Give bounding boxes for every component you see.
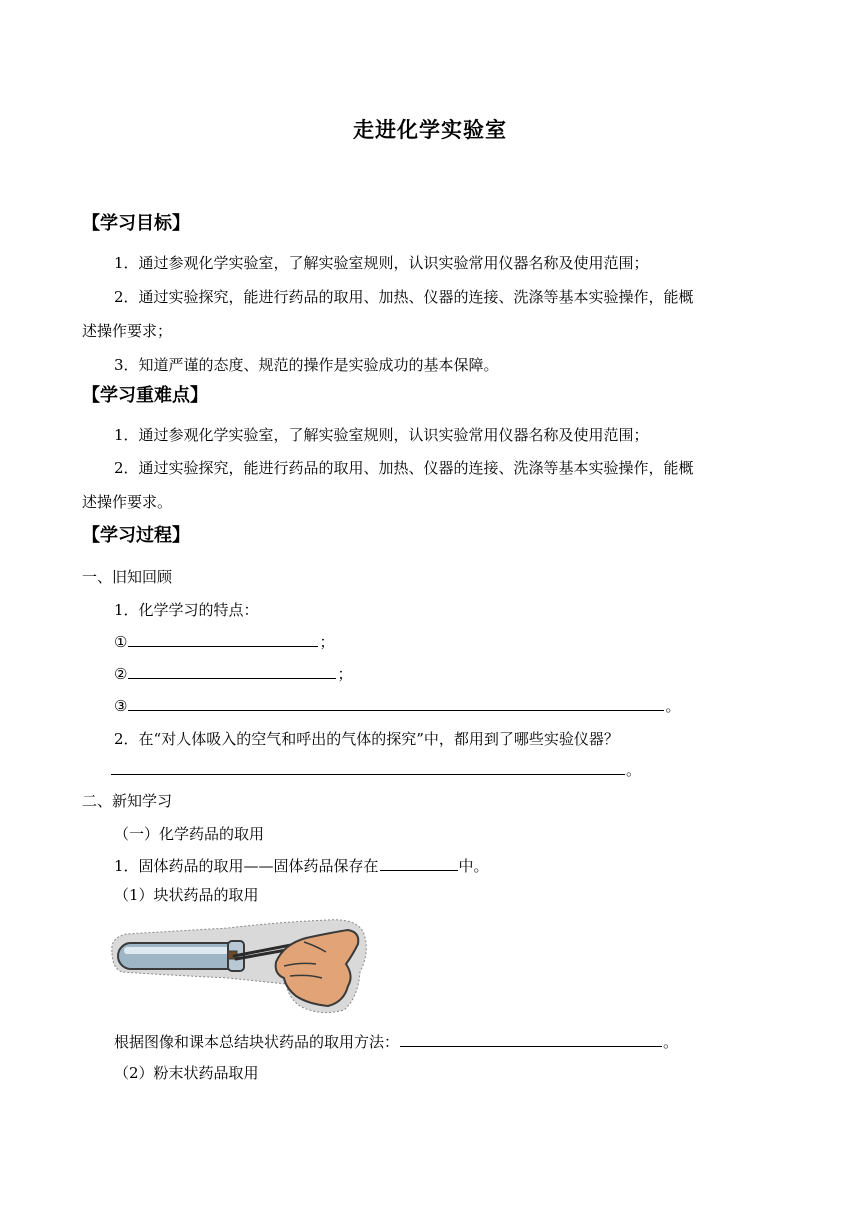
blank-field-2[interactable] [128, 664, 336, 679]
block-reagent-heading: （1）块状药品的取用 [114, 886, 259, 904]
circled-number-3: ③ [114, 697, 128, 715]
blank-field-5[interactable] [380, 856, 458, 871]
solid-storage-text: 1．固体药品的取用——固体药品保存在 [114, 857, 379, 875]
objective-item-2-cont: 述操作要求； [82, 322, 173, 340]
subsection-chemical-handling: （一）化学药品的取用 [114, 825, 265, 843]
semicolon-2: ； [337, 665, 353, 683]
circled-number-1: ① [114, 633, 128, 651]
solid-storage-end: 中。 [458, 857, 489, 875]
answer-line-4 [110, 760, 641, 780]
summary-line [114, 1032, 678, 1052]
key-point-item-2-cont: 述操作要求。 [82, 493, 173, 511]
solid-storage-line [114, 856, 489, 876]
review-heading: 一、旧知回顾 [82, 568, 173, 586]
circled-number-2: ② [114, 665, 128, 683]
review-question-2: 2．在“对人体吸入的空气和呼出的气体的探究”中，都用到了哪些实验仪器？ [114, 730, 619, 748]
objective-item-3: 3．知道严谨的态度、规范的操作是实验成功的基本保障。 [114, 356, 499, 374]
tweezers-test-tube-illustration [108, 912, 370, 1018]
key-point-item-2: 2．通过实验探究，能进行药品的取用、加热、仪器的连接、洗涤等基本实验操作，能概 [114, 459, 694, 477]
objective-item-2: 2．通过实验探究，能进行药品的取用、加热、仪器的连接、洗涤等基本实验操作，能概 [114, 288, 694, 306]
blank-field-3[interactable] [128, 696, 664, 711]
summary-end: 。 [663, 1033, 679, 1051]
key-point-item-1: 1．通过参观化学实验室，了解实验室规则，认识实验常用仪器名称及使用范围； [114, 426, 649, 444]
answer-line-1 [114, 632, 334, 652]
answer-line-3 [114, 696, 680, 716]
powder-reagent-heading: （2）粉末状药品取用 [114, 1064, 259, 1082]
key-points-heading: 【学习重难点】 [82, 385, 208, 406]
new-learning-heading: 二、新知学习 [82, 792, 173, 810]
blank-field-6[interactable] [400, 1032, 662, 1047]
semicolon-1: ； [319, 633, 335, 651]
review-question-1: 1．化学学习的特点： [114, 601, 259, 619]
period-3: 。 [665, 697, 681, 715]
answer-line-2 [114, 664, 352, 684]
period-4: 。 [626, 761, 642, 779]
blank-field-1[interactable] [128, 632, 318, 647]
process-heading: 【学习过程】 [82, 525, 190, 546]
page-title: 走进化学实验室 [353, 118, 507, 142]
objective-item-1: 1．通过参观化学实验室，了解实验室规则，认识实验常用仪器名称及使用范围； [114, 254, 649, 272]
summary-text: 根据图像和课本总结块状药品的取用方法： [114, 1033, 400, 1051]
blank-field-4[interactable] [111, 760, 625, 775]
objectives-heading: 【学习目标】 [82, 213, 190, 234]
tweezers-test-tube-image [108, 912, 370, 1018]
